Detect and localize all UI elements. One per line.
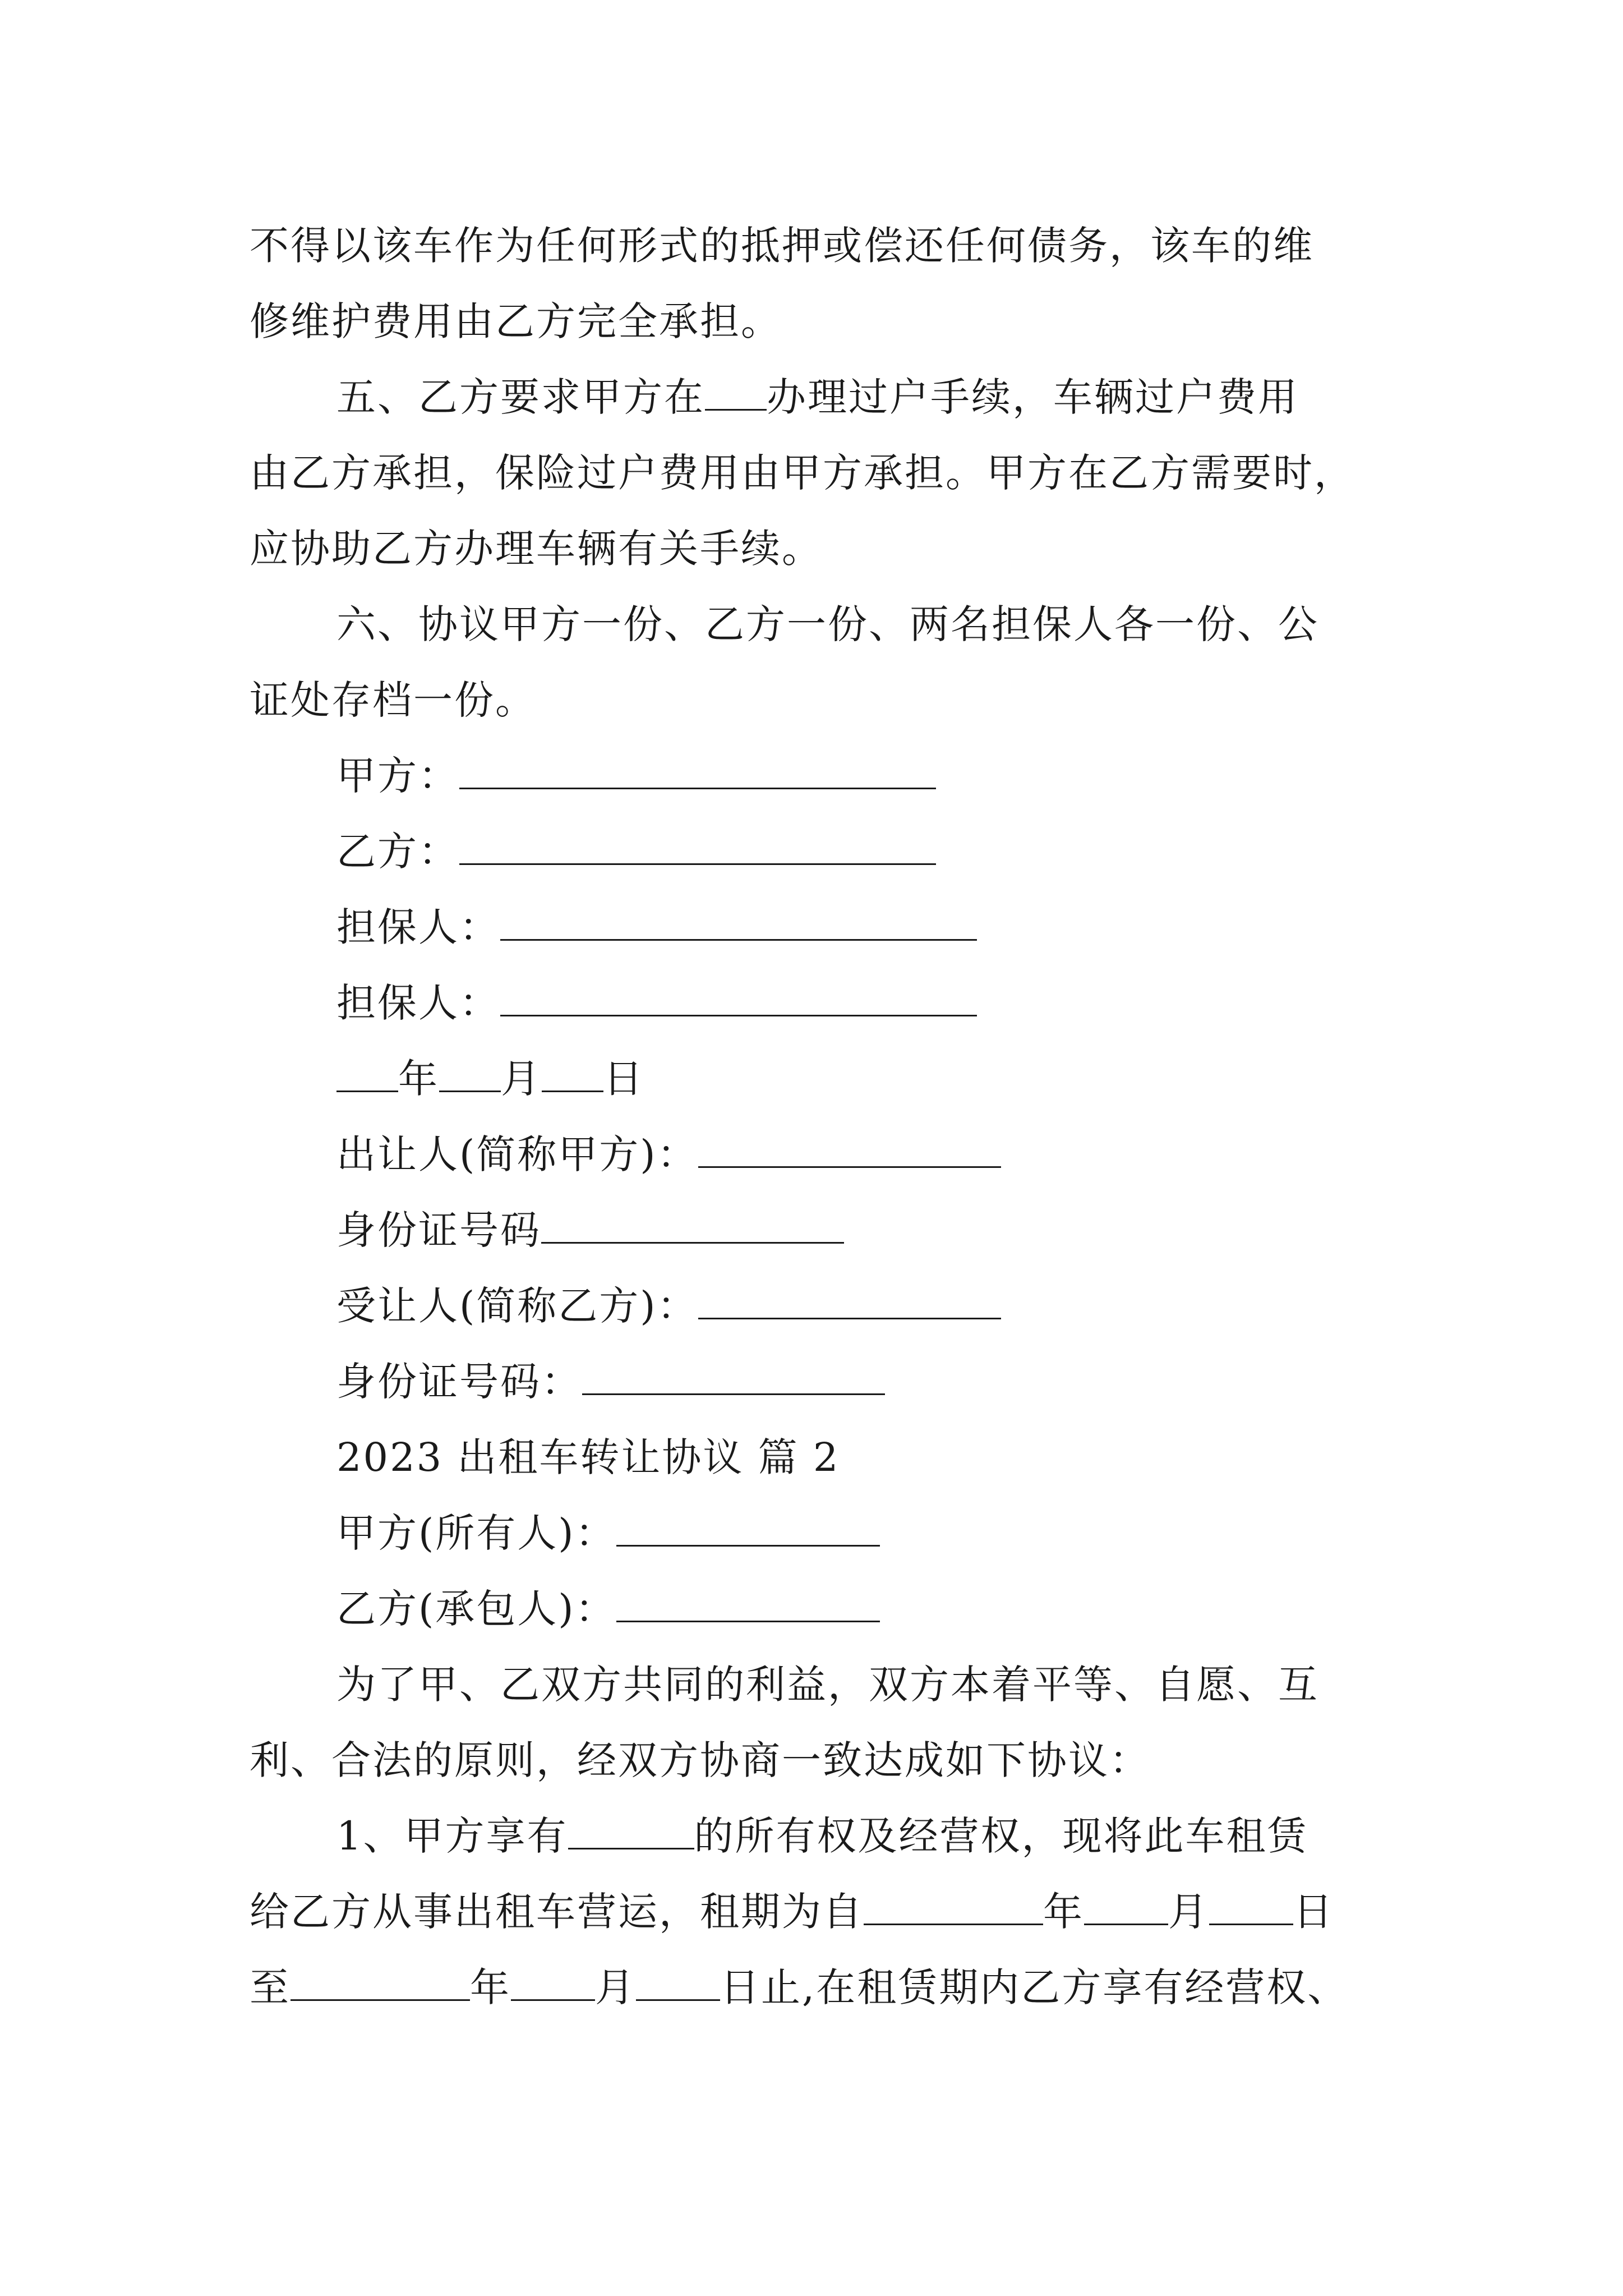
- clause-6-line-2: [250, 673, 1388, 727]
- label: 甲方(所有人)：: [336, 1510, 616, 1556]
- text: 不得以该车作为任何形式的抵押或偿还任何债务，该车的维: [250, 223, 1314, 269]
- label: 担保人：: [336, 904, 500, 950]
- id-number-line-1: [336, 1203, 1402, 1257]
- intro-line-1: [336, 1658, 1402, 1711]
- paragraph-line-2: [250, 295, 1388, 348]
- text: 修维护费用由乙方完全承担。: [250, 298, 782, 344]
- label: 日: [603, 1056, 644, 1102]
- month-blank: [439, 1057, 501, 1092]
- month-blank: [1084, 1890, 1168, 1925]
- paragraph-line-1: [250, 219, 1388, 273]
- label: 日: [1293, 1889, 1334, 1935]
- signature-blank: [500, 905, 977, 941]
- label: 年: [1043, 1889, 1084, 1935]
- clause-5-line-3: [250, 522, 1388, 576]
- day-blank: [1209, 1890, 1293, 1925]
- year-blank: [336, 1057, 398, 1092]
- year-blank: [864, 1890, 1043, 1925]
- text: 办理过户手续，车辆过户费用: [767, 374, 1299, 420]
- transferee-line: [336, 1279, 1402, 1333]
- title: 2023 出租车转让协议 篇 2: [336, 1434, 840, 1480]
- transferor-blank: [698, 1133, 1001, 1168]
- owner-blank: [616, 1511, 880, 1547]
- month-blank: [511, 1966, 595, 2001]
- label: 乙方(承包人)：: [336, 1586, 616, 1632]
- contractor-line: [336, 1582, 1402, 1636]
- text: 五、乙方要求甲方在: [336, 374, 705, 420]
- signature-blank: [459, 754, 936, 789]
- day-blank: [636, 1966, 720, 2001]
- id-number-line-2: [336, 1355, 1402, 1409]
- label: 担保人：: [336, 980, 500, 1026]
- label: 受让人(简称乙方)：: [336, 1283, 698, 1329]
- blank-field: [705, 375, 767, 411]
- clause-5-line-2: [250, 446, 1388, 500]
- signature-blank: [459, 830, 936, 865]
- text: 六、协议甲方一份、乙方一份、两名担保人各一份、公: [336, 601, 1319, 647]
- label: 甲方：: [336, 753, 459, 799]
- transferee-blank: [698, 1284, 1001, 1319]
- text: 证处存档一份。: [250, 677, 536, 723]
- label: 身份证号码：: [336, 1359, 582, 1405]
- owner-line: [336, 1506, 1402, 1560]
- date-line: [336, 1052, 1402, 1106]
- section-2-title: [336, 1430, 1402, 1484]
- label: 月: [1168, 1889, 1209, 1935]
- label: 年: [398, 1056, 439, 1102]
- clause-5-line-1: [336, 370, 1402, 424]
- id-blank: [541, 1208, 844, 1244]
- clause-6-line-1: [336, 597, 1402, 651]
- intro-line-2: [250, 1733, 1388, 1787]
- text: 利、合法的原则，经双方协商一致达成如下协议：: [250, 1737, 1150, 1783]
- label: 身份证号码: [336, 1207, 541, 1253]
- clause-1-line-3: [250, 1961, 1388, 2014]
- label: 乙方：: [336, 829, 459, 875]
- text: 日止,在租赁期内乙方享有经营权、: [720, 1964, 1349, 2010]
- signature-blank: [500, 981, 977, 1016]
- text: 应协助乙方办理车辆有关手续。: [250, 526, 823, 572]
- signature-guarantor-2: [336, 976, 1402, 1030]
- text: 的所有权及经营权，现将此车租赁: [694, 1813, 1308, 1859]
- label: 月: [501, 1056, 542, 1102]
- id-blank: [582, 1360, 885, 1395]
- signature-party-b: [336, 825, 1402, 878]
- signature-party-a: [336, 749, 1402, 803]
- vehicle-blank: [568, 1814, 694, 1849]
- label: 月: [595, 1964, 636, 2010]
- text: 1、甲方享有: [336, 1813, 568, 1859]
- clause-1-line-2: [250, 1885, 1388, 1939]
- transferor-line: [336, 1128, 1402, 1181]
- text: 给乙方从事出租车营运，租期为自: [250, 1889, 864, 1935]
- signature-guarantor-1: [336, 900, 1402, 954]
- text: 由乙方承担，保险过户费用由甲方承担。甲方在乙方需要时，: [250, 450, 1355, 496]
- text: 为了甲、乙双方共同的利益，双方本着平等、自愿、互: [336, 1662, 1319, 1708]
- contractor-blank: [616, 1587, 880, 1622]
- year-blank: [291, 1966, 470, 2001]
- label: 年: [470, 1964, 511, 2010]
- label: 出让人(简称甲方)：: [336, 1131, 698, 1177]
- text: 至: [250, 1964, 291, 2010]
- day-blank: [542, 1057, 603, 1092]
- clause-1-line-1: [336, 1809, 1402, 1863]
